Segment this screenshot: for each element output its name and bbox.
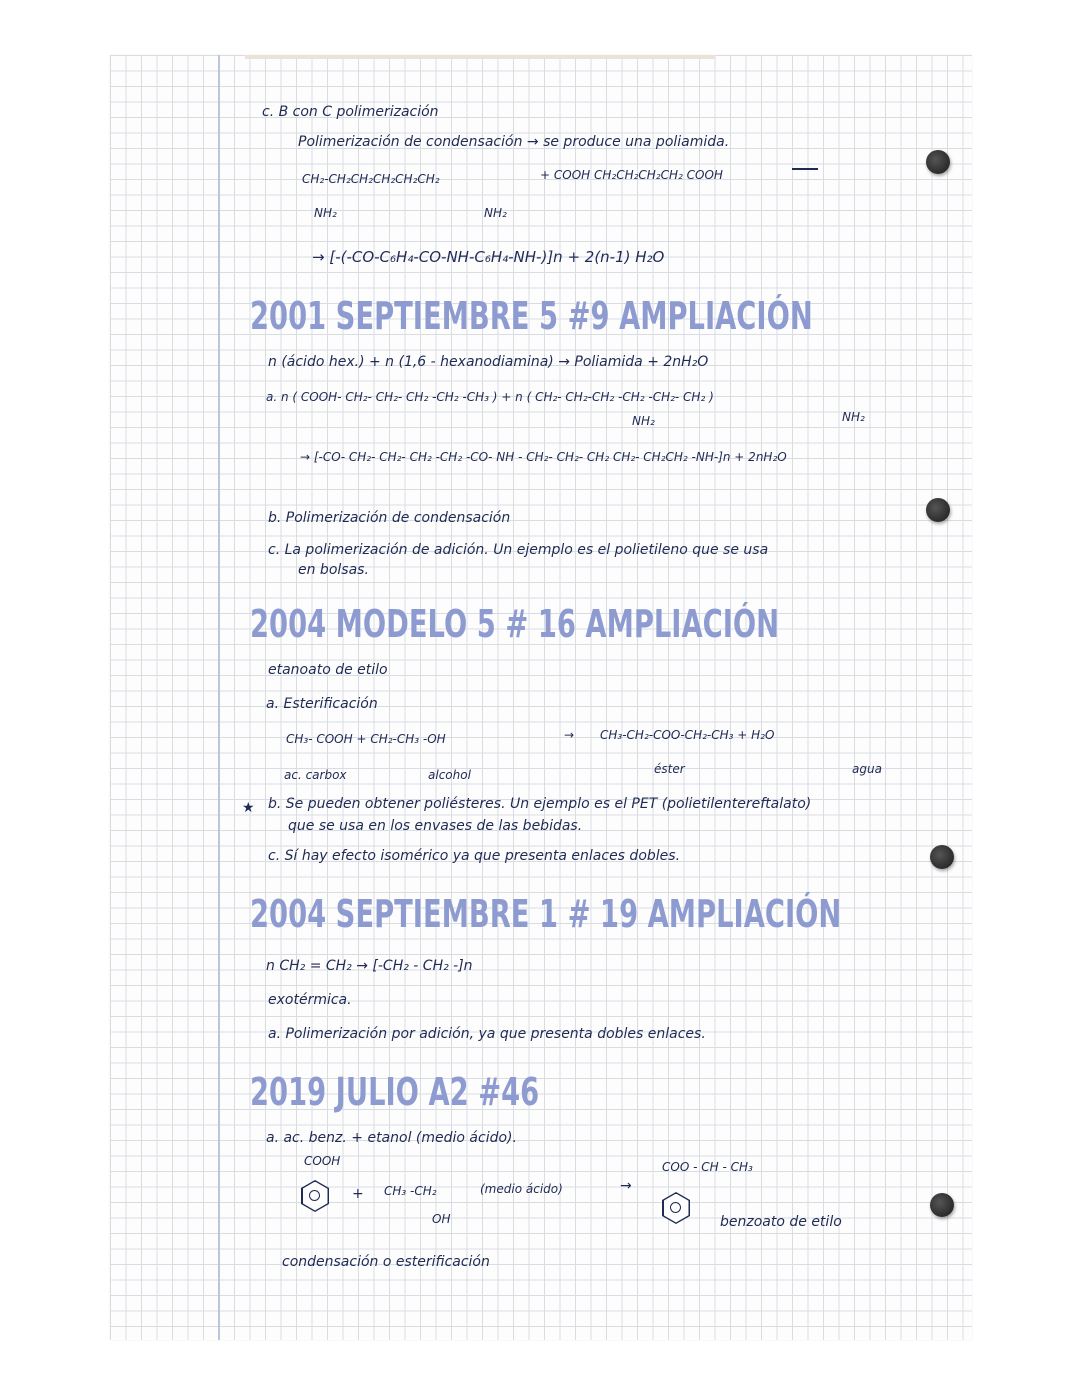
benzene-circle-right-icon [670, 1202, 681, 1213]
heading-2001: 2001 SEPTIEMBRE 5 #9 AMPLIACIÓN [250, 294, 813, 338]
s2019-reagent: CH₃ -CH₂ [384, 1184, 437, 1198]
heading-2004-modelo: 2004 MODELO 5 # 16 AMPLIACIÓN [250, 602, 780, 646]
s2004m-eq-arrow: → [564, 728, 575, 742]
c-line-1: c. B con C polimerización [262, 104, 439, 120]
s2004m-line-a: a. Esterificación [266, 696, 378, 712]
c-nh2-left: NH₂ [314, 206, 337, 220]
c-line-2: Polimerización de condensación → se produce una poliamida. [298, 134, 730, 150]
c-reactant-1: CH₂-CH₂CH₂CH₂CH₂CH₂ [302, 172, 440, 186]
s2004m-line-1: etanoato de etilo [268, 662, 388, 678]
s2019-oh: OH [432, 1212, 451, 1226]
s2004s-line-2: exotérmica. [268, 992, 352, 1008]
s2019-plus: + [352, 1186, 364, 1202]
s2001-line-c1: c. La polimerización de adición. Un ejemplo es el polietileno que se usa [268, 542, 769, 558]
c-reactant-2: + COOH CH₂CH₂CH₂CH₂ COOH [540, 168, 723, 182]
s2019-product-top: COO - CH - CH₃ [662, 1160, 753, 1174]
s2019-line-a: a. ac. benz. + etanol (medio ácido). [266, 1130, 517, 1146]
punch-hole-3 [930, 845, 954, 869]
heading-2019: 2019 JULIO A2 #46 [250, 1070, 540, 1114]
s2004s-line-1: n CH₂ = CH₂ → [-CH₂ - CH₂ -]n [266, 958, 473, 974]
heading-2004-septiembre: 2004 SEPTIEMBRE 1 # 19 AMPLIACIÓN [250, 892, 842, 936]
s2019-medio: (medio ácido) [480, 1182, 563, 1196]
s2004m-label-acid: ac. carbox [284, 768, 347, 782]
s2019-arrow: → [620, 1178, 632, 1194]
s2001-nh2-b: NH₂ [842, 410, 865, 424]
s2019-footer: condensación o esterificación [282, 1254, 490, 1270]
benzene-circle-left-icon [309, 1190, 320, 1201]
s2001-line-a: a. n ( COOH- CH₂- CH₂- CH₂ -CH₂ -CH₃ ) + n ( CH₂- CH₂-CH₂ -CH₂ -CH₂- CH₂ ) [266, 390, 714, 404]
s2004m-line-b2: que se usa en los envases de las bebidas. [288, 818, 583, 834]
s2004m-eq-right: CH₃-CH₂-COO-CH₂-CH₃ + H₂O [600, 728, 775, 742]
s2004m-line-b1: b. Se pueden obtener poliésteres. Un ejemplo es el PET (polietilentereftalato) [268, 796, 812, 812]
s2004m-label-alcohol: alcohol [428, 768, 471, 782]
star-mark: ★ [242, 800, 255, 816]
c-dash [792, 168, 818, 170]
punch-hole-2 [926, 498, 950, 522]
s2001-line-3: → [-CO- CH₂- CH₂- CH₂ -CH₂ -CO- NH - CH₂- CH₂- CH₂ CH₂- CH₂CH₂ -NH-]n + 2nH₂O [300, 450, 787, 464]
c-product: → [-(-CO-C₆H₄-CO-NH-C₆H₄-NH-)]n + 2(n-1) H₂O [312, 248, 665, 266]
s2001-line-1: n (ácido hex.) + n (1,6 - hexanodiamina) → Poliamida + 2nH₂O [268, 354, 709, 370]
s2001-nh2-a: NH₂ [632, 414, 655, 428]
s2004m-label-water: agua [852, 762, 882, 776]
s2019-product-name: benzoato de etilo [720, 1214, 842, 1230]
s2001-line-b: b. Polimerización de condensación [268, 510, 511, 526]
s2019-cooh: COOH [304, 1154, 341, 1168]
margin-line [218, 55, 220, 1340]
paper-tear-strip [245, 55, 715, 59]
s2001-line-c2: en bolsas. [298, 562, 369, 578]
s2004m-label-ester: éster [654, 762, 685, 776]
c-nh2-mid: NH₂ [484, 206, 507, 220]
s2004s-line-a: a. Polimerización por adición, ya que presenta dobles enlaces. [268, 1026, 706, 1042]
punch-hole-4 [930, 1193, 954, 1217]
punch-hole-1 [926, 150, 950, 174]
s2004m-line-c: c. Sí hay efecto isomérico ya que presenta enlaces dobles. [268, 848, 681, 864]
s2004m-eq-left: CH₃- COOH + CH₂-CH₃ -OH [286, 732, 446, 746]
